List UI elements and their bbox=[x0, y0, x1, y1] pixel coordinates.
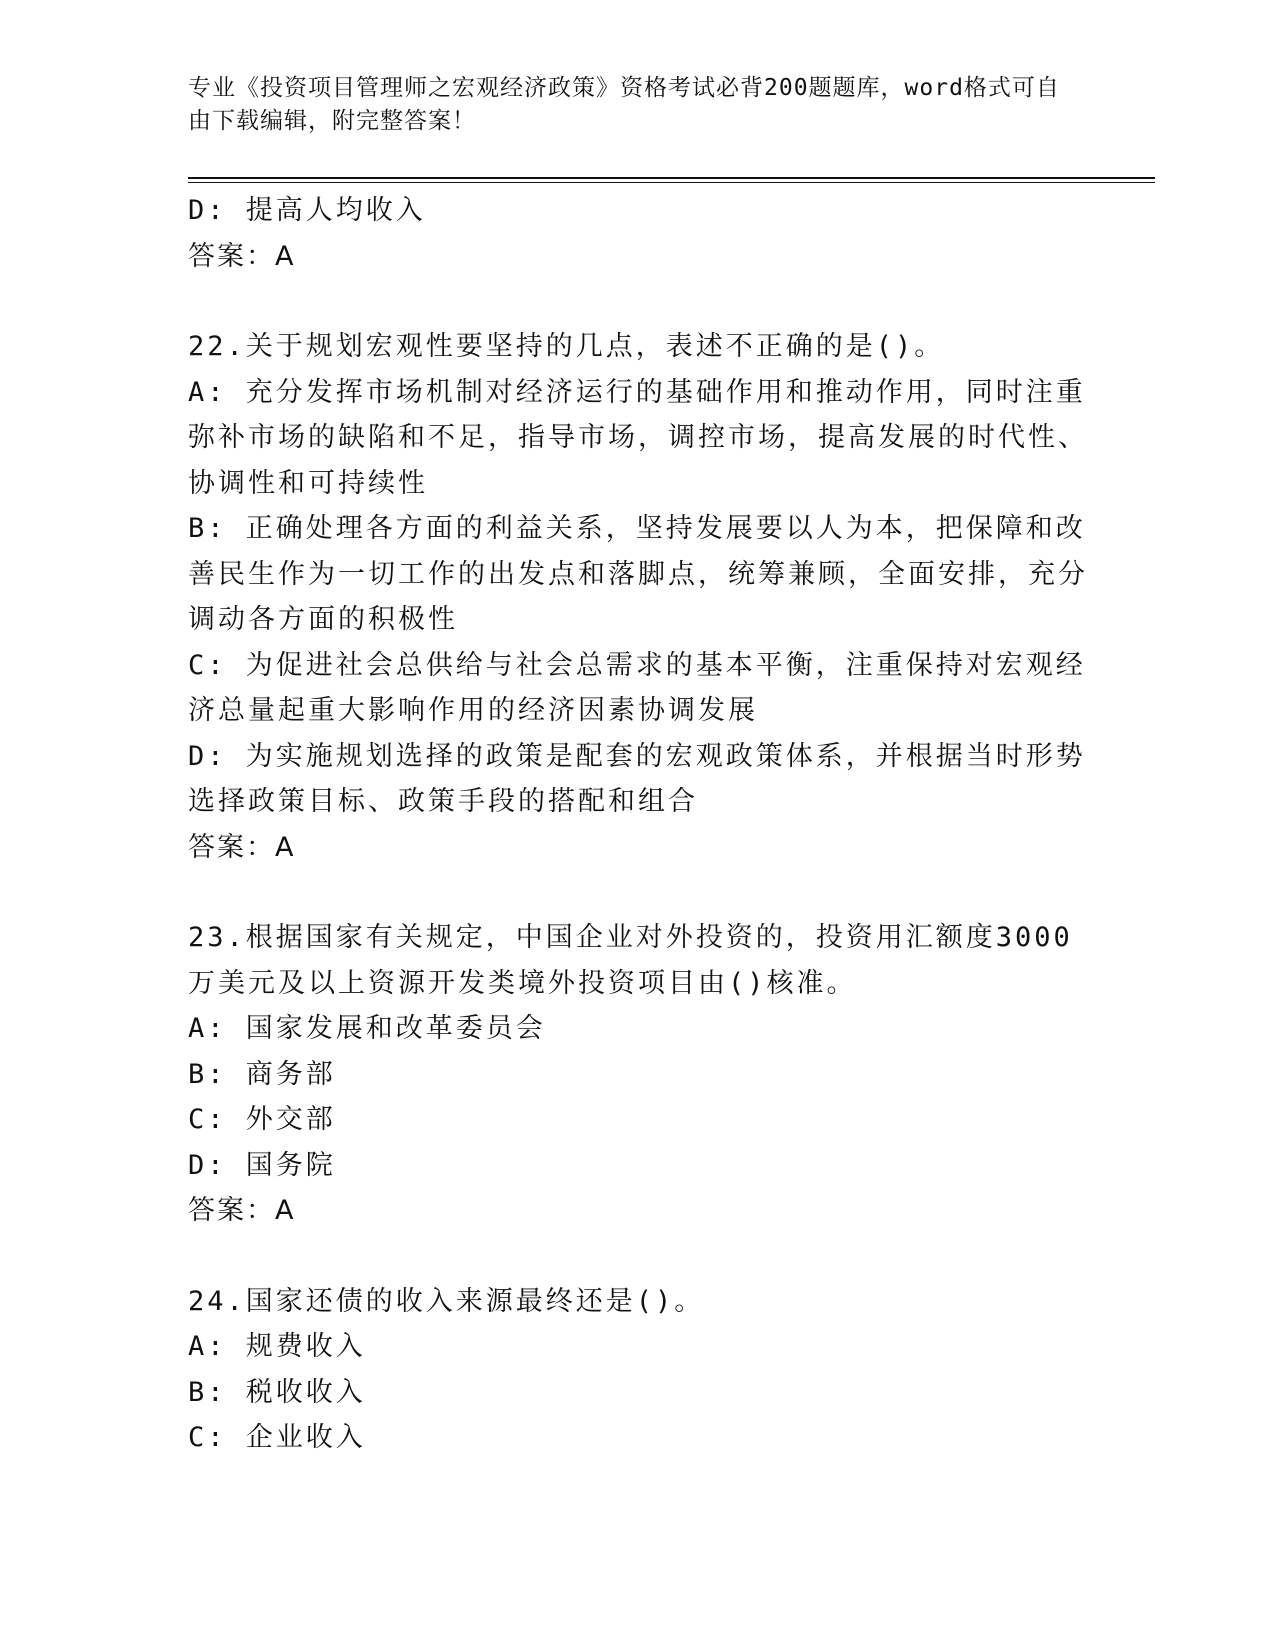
option-c: C: 企业收入 bbox=[188, 1422, 366, 1453]
spacer bbox=[188, 279, 1088, 324]
answer: 答案：A bbox=[188, 1195, 296, 1226]
prev-question-option-d: D: 提高人均收入 bbox=[188, 195, 426, 226]
option-d: D: 为实施规划选择的政策是配套的宏观政策体系，并根据当时形势选择政策目标、政策手段的搭配和组合 bbox=[188, 740, 1086, 817]
option-c: C: 为促进社会总供给与社会总需求的基本平衡，注重保持对宏观经济总量起重大影响作用的经济因素协调发展 bbox=[188, 649, 1086, 726]
answer: 答案：A bbox=[188, 831, 296, 863]
option-c: C: 外交部 bbox=[188, 1104, 336, 1135]
question-23 bbox=[188, 915, 1088, 1234]
question-24 bbox=[188, 1279, 1088, 1461]
option-b: B: 正确处理各方面的利益关系，坚持发展要以人为本，把保障和改善民生作为一切工作的出发点和落脚点，统筹兼顾，全面安排，充分调动各方面的积极性 bbox=[188, 513, 1088, 635]
document-header: 专业《投资项目管理师之宏观经济政策》资格考试必背200题题库，word格式可自由下载编辑，附完整答案！ bbox=[188, 75, 1060, 134]
option-d: D: 国务院 bbox=[188, 1149, 336, 1181]
header-divider-thick bbox=[188, 177, 1155, 179]
option-a: A: 充分发挥市场机制对经济运行的基础作用和推动作用，同时注重弥补市场的缺陷和不足，指导市场，调控市场，提高发展的时代性、协调性和可持续性 bbox=[188, 376, 1088, 499]
prev-question-answer: 答案：A bbox=[188, 240, 296, 272]
option-b: B: 商务部 bbox=[188, 1058, 336, 1090]
question-stem: 24.国家还债的收入来源最终还是()。 bbox=[188, 1285, 705, 1317]
option-b: B: 税收收入 bbox=[188, 1376, 366, 1408]
question-stem: 22.关于规划宏观性要坚持的几点，表述不正确的是()。 bbox=[188, 331, 945, 362]
option-a: A: 规费收入 bbox=[188, 1331, 366, 1362]
header-divider-thin bbox=[188, 182, 1155, 183]
spacer bbox=[188, 1234, 1088, 1279]
question-22 bbox=[188, 324, 1088, 870]
question-content bbox=[188, 188, 1088, 1461]
spacer bbox=[188, 870, 1088, 915]
option-a: A: 国家发展和改革委员会 bbox=[188, 1013, 546, 1044]
question-stem: 23.根据国家有关规定，中国企业对外投资的，投资用汇额度3000万美元及以上资源开发类境外投资项目由()核准。 bbox=[188, 922, 1073, 999]
